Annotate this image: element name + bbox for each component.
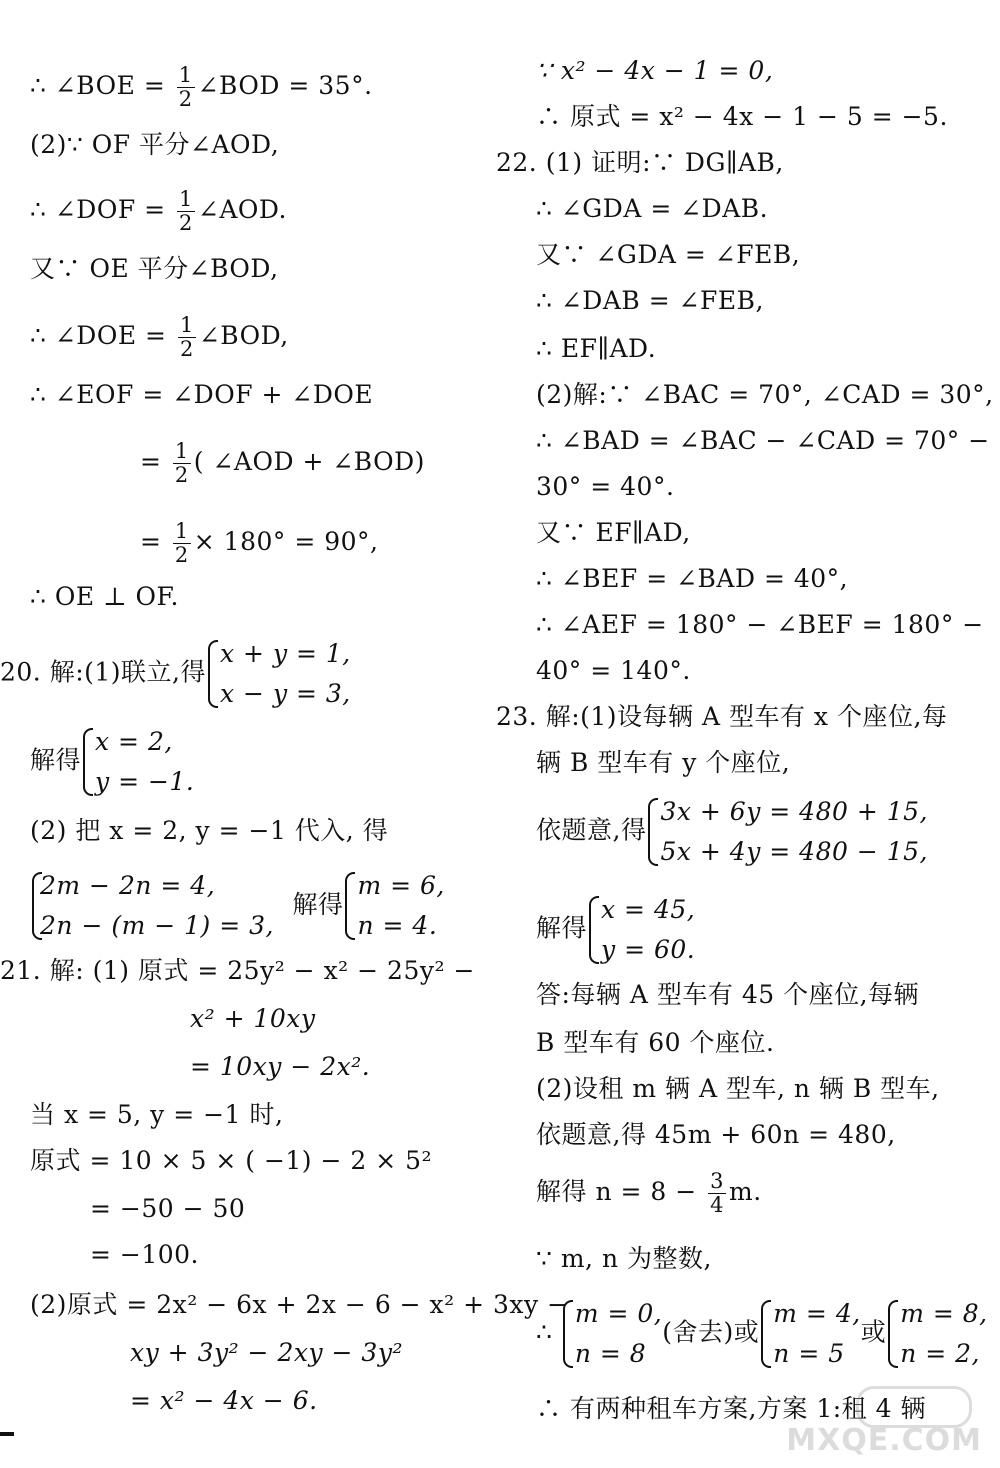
fraction <box>173 440 191 487</box>
left-line-4: 又∵ OE 平分∠BOD, <box>30 254 279 283</box>
fraction <box>177 64 195 111</box>
equation-system <box>81 722 194 802</box>
fraction-numerator: 1 <box>174 519 189 543</box>
equation: n = 2, <box>900 1339 980 1368</box>
fraction <box>178 314 196 361</box>
fraction-denominator: 2 <box>178 87 193 111</box>
equation-system <box>886 1294 987 1374</box>
equation-system <box>587 890 695 970</box>
fraction <box>173 520 191 567</box>
text: 依题意,得 <box>536 815 647 845</box>
equation: m = 8, <box>900 1299 988 1328</box>
left-line-8 <box>140 520 379 567</box>
q22-line-12: 40° = 140°. <box>536 656 691 685</box>
text: = <box>140 527 170 556</box>
q23-line-9 <box>536 1170 762 1217</box>
fraction-numerator: 1 <box>179 187 193 211</box>
text: ∴ <box>536 1317 553 1347</box>
equation: m = 4, <box>773 1299 861 1328</box>
text: ∴ ∠DOE = <box>30 321 175 350</box>
q21-line-3: = 10xy − 2x². <box>190 1052 371 1081</box>
q21-line-9: xy + 3y² − 2xy − 3y² <box>130 1338 403 1367</box>
text: ∴ ∠DOF = <box>30 195 175 224</box>
left-line-7 <box>140 440 425 487</box>
fraction-numerator: 1 <box>178 63 193 87</box>
equation: y = 60. <box>601 935 696 964</box>
q22-line-6: (2)解:∵ ∠BAC = 70°, ∠CAD = 30°, <box>536 380 994 409</box>
fraction-denominator: 2 <box>179 337 194 361</box>
q21-line-6: = −50 − 50 <box>90 1194 246 1223</box>
text: ∴ ∠BOE = <box>30 71 174 100</box>
q23-line-3 <box>536 792 928 872</box>
equation: n = 4. <box>357 911 438 940</box>
q23-line-11 <box>536 1294 988 1374</box>
q21-line-4: 当 x = 5, y = −1 时, <box>30 1100 284 1129</box>
q22-line-2: ∴ ∠GDA = ∠DAB. <box>536 194 769 223</box>
q23-line-4 <box>536 890 695 970</box>
equation: 3x + 6y = 480 + 15, <box>660 797 928 826</box>
equation: n = 8 <box>574 1339 647 1368</box>
equation: 2m − 2n = 4, <box>40 871 216 900</box>
text: = <box>140 447 170 476</box>
text: × 180° = 90°, <box>193 527 379 556</box>
q23-line-12: ∴ 有两种租车方案,方案 1:租 4 辆 <box>536 1394 926 1423</box>
q23-line-8: 依题意,得 45m + 60n = 480, <box>536 1120 896 1149</box>
q22-line-10: ∴ ∠BEF = ∠BAD = 40°, <box>536 564 849 593</box>
q20-line-3: (2) 把 x = 2, y = −1 代入, 得 <box>30 816 389 845</box>
text: m. <box>729 1177 762 1206</box>
fraction <box>177 188 195 235</box>
equation-system <box>343 866 444 946</box>
equation: y = −1. <box>95 767 195 796</box>
text: 解得 n = 8 − <box>536 1177 706 1206</box>
q22-line-8: 30° = 40°. <box>536 472 675 501</box>
equation: x = 45, <box>601 895 696 924</box>
fraction-denominator: 2 <box>174 543 189 567</box>
equation: x = 2, <box>95 727 173 756</box>
q22-line-7: ∴ ∠BAD = ∠BAC − ∠CAD = 70° − <box>536 426 990 455</box>
q22-line-9: 又∵ EF∥AD, <box>536 518 691 547</box>
text: (舍去)或 <box>662 1317 760 1347</box>
right-line-1: ∵ x² − 4x − 1 = 0, <box>536 56 774 85</box>
q23-line-7: (2)设租 m 辆 A 型车, n 辆 B 型车, <box>536 1074 940 1103</box>
q23-line-6: B 型车有 60 个座位. <box>536 1028 775 1057</box>
text: ∠AOD. <box>197 195 288 224</box>
fraction-numerator: 3 <box>710 1169 725 1193</box>
equation: n = 5 <box>773 1339 845 1368</box>
fraction-denominator: 4 <box>710 1193 725 1217</box>
q23-line-1: 23. 解:(1)设每辆 A 型车有 x 个座位,每 <box>496 702 948 731</box>
left-line-2: (2)∵ OF 平分∠AOD, <box>30 130 280 159</box>
fraction <box>708 1170 726 1217</box>
left-line-9: ∴ OE ⊥ OF. <box>30 582 179 611</box>
watermark-text: MXQE.COM <box>786 1423 982 1458</box>
q23-line-2: 辆 B 型车有 y 个座位, <box>536 748 791 777</box>
q21-line-1: 21. 解: (1) 原式 = 25y² − x² − 25y² − <box>0 956 475 985</box>
q21-line-2: x² + 10xy <box>190 1004 316 1033</box>
text: 解得 <box>292 889 344 919</box>
q23-line-10: ∵ m, n 为整数, <box>536 1244 712 1273</box>
text: ∠BOD, <box>198 321 289 350</box>
q22-line-4: ∴ ∠DAB = ∠FEB, <box>536 286 764 315</box>
equation: 5x + 4y = 480 − 15, <box>660 837 928 866</box>
equation: 2n − (m − 1) = 3, <box>40 911 275 940</box>
fraction-numerator: 1 <box>174 439 189 463</box>
equation-system <box>206 634 351 714</box>
fraction-denominator: 2 <box>179 211 193 235</box>
fraction-numerator: 1 <box>179 313 194 337</box>
equation-system <box>561 1294 662 1374</box>
q22-line-11: ∴ ∠AEF = 180° − ∠BEF = 180° − <box>536 610 984 639</box>
q23-line-5: 答:每辆 A 型车有 45 个座位,每辆 <box>536 980 920 1009</box>
q22-line-5: ∴ EF∥AD. <box>536 334 657 363</box>
equation: x − y = 3, <box>220 679 351 708</box>
q21-line-5: 原式 = 10 × 5 × ( −1) − 2 × 5² <box>30 1146 433 1175</box>
right-line-2: ∴ 原式 = x² − 4x − 1 − 5 = −5. <box>536 102 948 131</box>
page-edge-mark <box>0 1432 14 1436</box>
q20-line-2 <box>30 722 194 802</box>
q21-line-8: (2)原式 = 2x² − 6x + 2x − 6 − x² + 3xy − <box>30 1290 569 1319</box>
equation-system <box>759 1294 860 1374</box>
text: 解得 <box>30 745 82 775</box>
equation: m = 6, <box>357 871 445 900</box>
q22-line-3: 又∵ ∠GDA = ∠FEB, <box>536 240 801 269</box>
equation-system <box>30 866 274 946</box>
left-line-3 <box>30 188 287 235</box>
left-line-5 <box>30 314 289 361</box>
left-line-6: ∴ ∠EOF = ∠DOF + ∠DOE <box>30 380 374 409</box>
equation: x + y = 1, <box>220 639 351 668</box>
fraction-denominator: 2 <box>174 463 189 487</box>
text: 解得 <box>536 913 588 943</box>
q21-line-7: = −100. <box>90 1240 200 1269</box>
equation-system <box>646 792 928 872</box>
text: ∠BOD = 35°. <box>197 71 373 100</box>
text: 20. 解:(1)联立,得 <box>0 657 206 687</box>
text: ( ∠AOD + ∠BOD) <box>193 447 425 476</box>
q20-line-4 <box>30 866 445 946</box>
q22-line-1: 22. (1) 证明:∵ DG∥AB, <box>496 148 784 177</box>
equation: m = 0, <box>574 1299 663 1328</box>
q21-line-10: = x² − 4x − 6. <box>130 1386 318 1415</box>
text: 或 <box>860 1317 887 1347</box>
left-line-1 <box>30 64 373 111</box>
q20-line-1 <box>0 634 351 714</box>
